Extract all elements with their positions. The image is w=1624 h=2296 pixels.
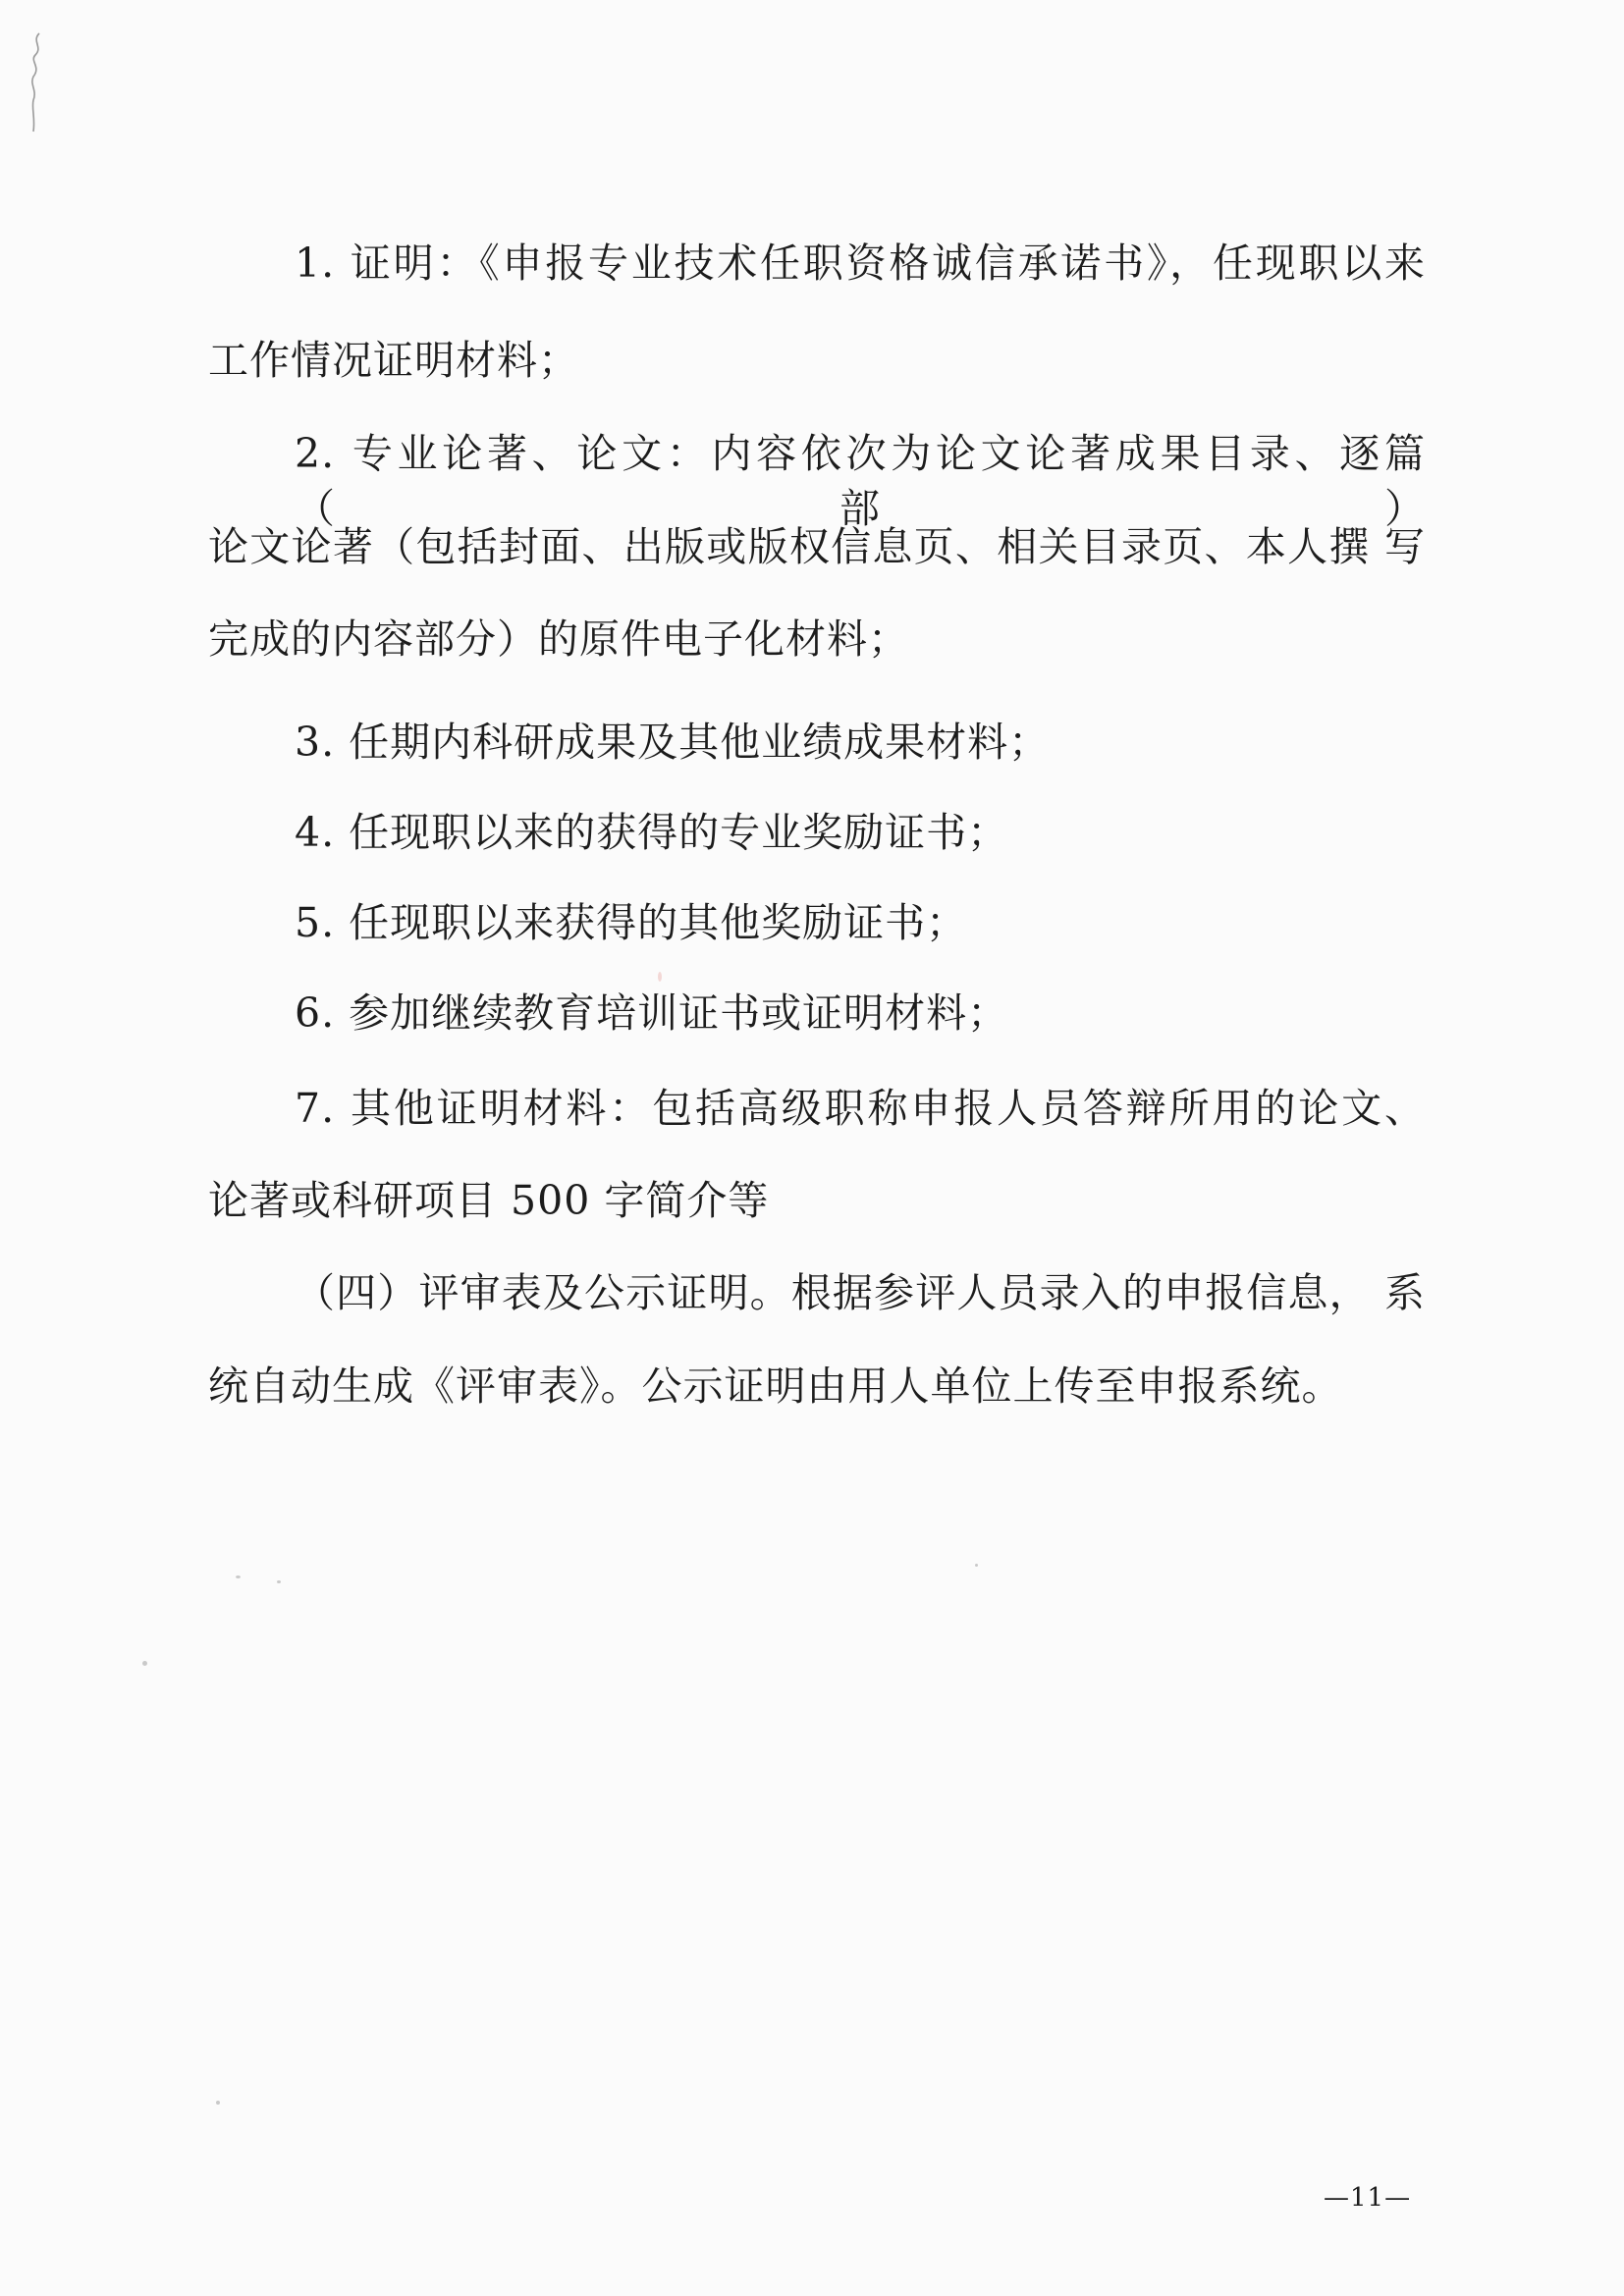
- item-2-line-2: 论文论著（包括封面、出版或版权信息页、相关目录页、本人撰 写: [208, 523, 1426, 570]
- page-number: —11—: [1324, 2183, 1412, 2213]
- scan-speck: [236, 1575, 241, 1578]
- item-4: 4. 任现职以来的获得的专业奖励证书；: [295, 809, 1009, 856]
- item-1-line-1: 1. 证明：《申报专业技术任职资格诚信承诺书》，任现职以来: [295, 240, 1426, 287]
- section-4-line-2: 统自动生成《评审表》。公示证明由用人单位上传至申报系统。: [208, 1362, 1343, 1410]
- item-2-line-1: 2. 专业论著、论文：内容依次为论文论著成果目录、逐篇（部）: [295, 430, 1426, 532]
- scan-speck: [142, 1661, 147, 1666]
- item-3: 3. 任期内科研成果及其他业绩成果材料；: [295, 719, 1051, 766]
- item-5: 5. 任现职以来获得的其他奖励证书；: [295, 899, 968, 946]
- scan-speck: [975, 1564, 978, 1567]
- scan-speck: [658, 972, 662, 982]
- scan-speck: [216, 2101, 220, 2105]
- item-2-line-3: 完成的内容部分）的原件电子化材料；: [208, 615, 909, 663]
- scan-speck: [277, 1580, 281, 1583]
- item-7-line-1: 7. 其他证明材料：包括高级职称申报人员答辩所用的论文、: [295, 1085, 1426, 1132]
- handwritten-margin-mark: [22, 29, 51, 137]
- item-6: 6. 参加继续教育培训证书或证明材料；: [295, 989, 1009, 1037]
- item-1-line-2: 工作情况证明材料；: [208, 337, 579, 384]
- section-4-line-1: （四）评审表及公示证明。根据参评人员录入的申报信息， 系: [295, 1269, 1426, 1316]
- item-7-line-2: 论著或科研项目 500 字简介等: [208, 1177, 770, 1224]
